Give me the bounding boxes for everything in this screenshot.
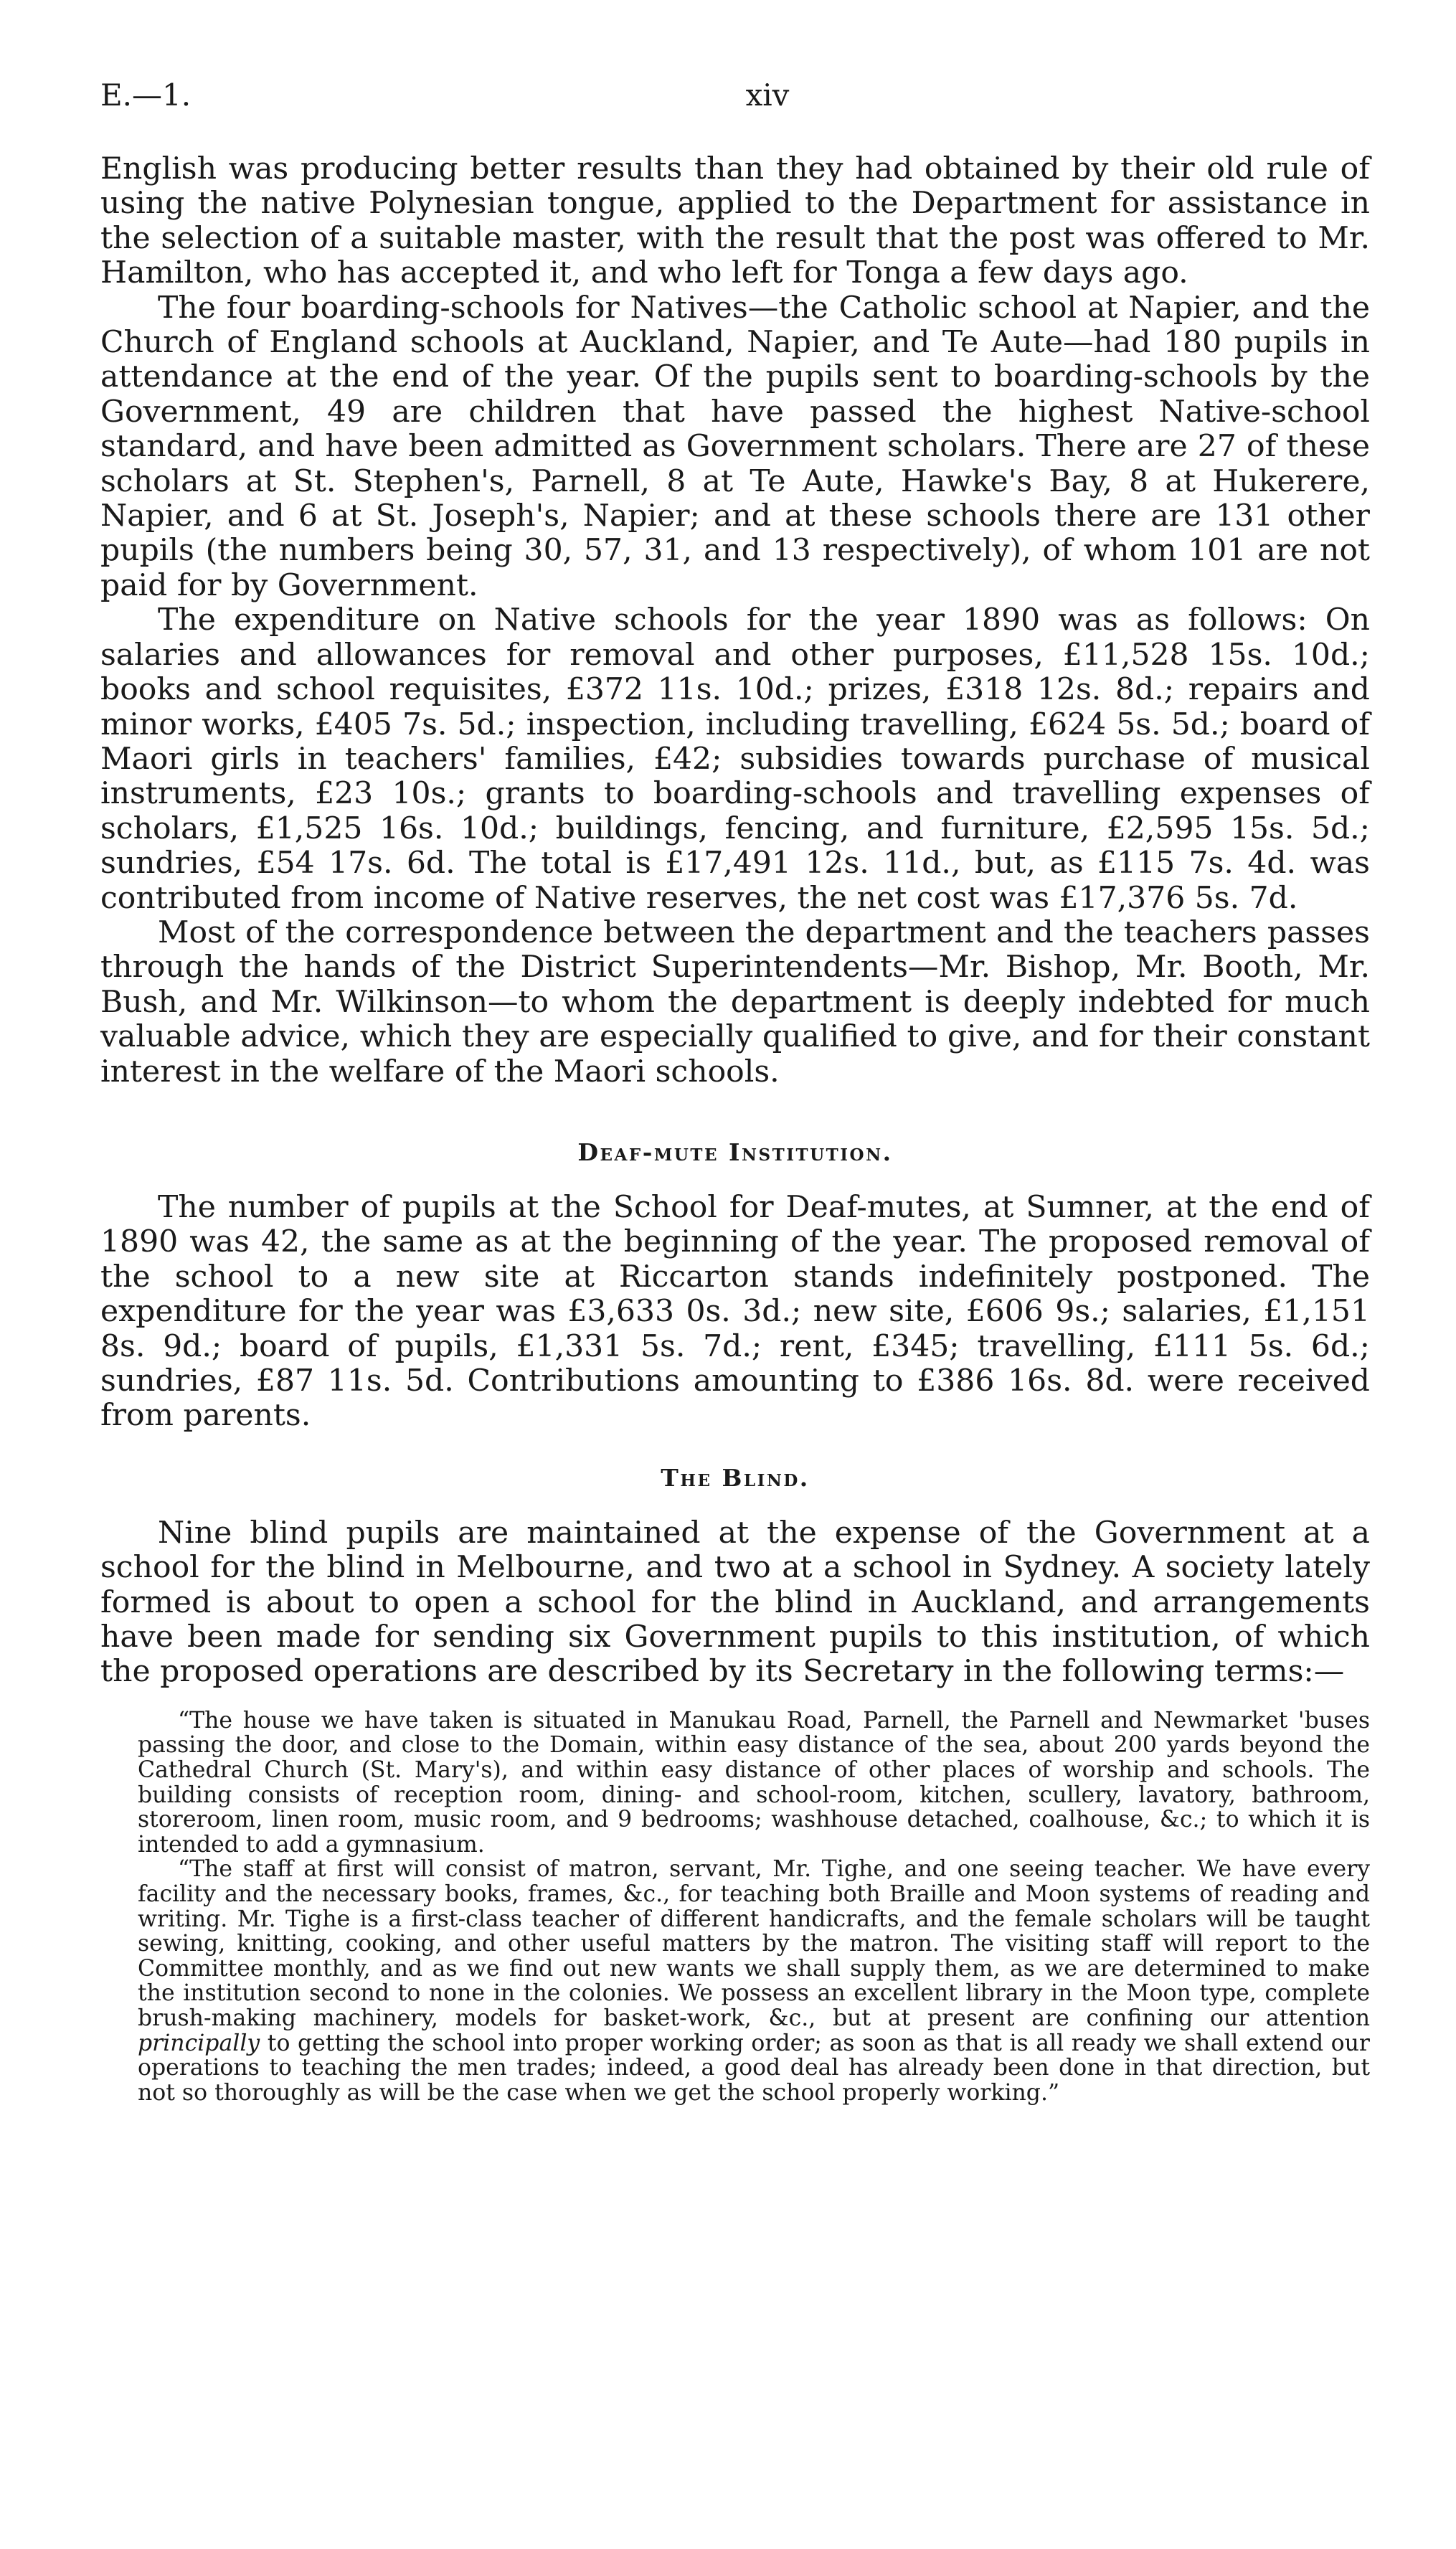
body-text	[100, 152, 1370, 2105]
paragraph-deaf-mute: The number of pupils at the School for Deaf-mutes, at Sumner, at the end of 1890 was 42, the same as at the beginning of the year. The proposed removal of the school to a new site at Riccarton stands indefinitely postponed. The expenditure for the year was £3,633 0s. 3d.; new site, £606 9s.; salaries, £1,151 8s. 9d.; board of pupils, £1,331 5s. 7d.; rent, £345; travelling, £111 5s. 6d.; sundries, £87 11s. 5d. Contributions amounting to £386 16s. 8d. were received from parents.	[100, 1189, 1370, 1434]
quote-staff-part1: “The staff at first will consist of matron, servant, Mr. Tighe, and one seeing teacher. We have every facility and the necessary books, frames, &c., for teaching both Braille and Moon systems of reading and writing. Mr. Tighe is a first-class teacher of different handicrafts, and the female scholars will be taught sewing, knitting, cooking, and other useful matters by the matron. The visiting staff will report to the Committee monthly, and as we find out new wants we shall supply them, as we are determined to make the institution second to none in the colonies. We possess an excellent library in the Moon type, complete brush-making machinery, models for basket-work, &c., but at present are confining our attention	[138, 1856, 1370, 2031]
section-heading-deaf-mute: Deaf-mute Institution.	[577, 1138, 893, 1166]
quote-staff-part2: to getting the school into proper working order; as soon as that is all ready we shall extend our operations to teaching the men trades; indeed, a good deal has already been done in that direction, but not so thoroughly as will be the case when we get the school properly working.”	[138, 2030, 1370, 2106]
section-heading-blind: The Blind.	[661, 1463, 810, 1492]
paragraph-continuation: English was producing better results than they had obtained by their old rule of using the native Polynesian tongue, applied to the Department for assistance in the selection of a suitable master, with the result that the post was offered to Mr. Hamilton, who has accepted it, and who left for Tonga a few days ago.	[100, 151, 1370, 291]
quote-emphasis: principally	[138, 2030, 260, 2056]
page-header	[100, 77, 1370, 120]
page-number: xiv	[745, 77, 790, 113]
quote-staff	[100, 1857, 1370, 2105]
paragraph-correspondence: Most of the correspondence between the department and the teachers passes through the hands of the District Superintendents—Mr. Bishop, Mr. Booth, Mr. Bush, and Mr. Wilkinson—to whom the department is deeply indebted for much valuable advice, which they are especially qualified to give, and for their constant interest in the welfare of the Maori schools.	[100, 914, 1370, 1089]
quote-house: “The house we have taken is situated in Manukau Road, Parnell, the Parnell and Newmarket 'buses passing the door, and close to the Domain, within easy distance of the sea, about 200 yards beyond the Cathedral Church (St. Mary's), and within easy distance of other places of worship and schools. The building consists of reception room, dining- and school-room, kitchen, scullery, lavatory, bathroom, storeroom, linen room, music room, and 9 bedrooms; washhouse detached, coalhouse, &c.; to which it is intended to add a gymnasium.	[138, 1707, 1370, 1858]
document-reference: E.—1.	[100, 77, 192, 113]
paragraph-blind: Nine blind pupils are maintained at the expense of the Government at a school for the blind in Melbourne, and two at a school in Sydney. A society lately formed is about to open a school for the blind in Auckland, and arrangements have been made for sending six Government pupils to this institution, of which the proposed operations are described by its Secretary in the following terms:—	[100, 1515, 1370, 1690]
paragraph-boarding-schools: The four boarding-schools for Natives—the Catholic school at Napier, and the Church of England schools at Auckland, Napier, and Te Aute—had 180 pupils in attendance at the end of the year. Of the pupils sent to boarding-schools by the Government, 49 are children that have passed the highest Native-school standard, and have been admitted as Government scholars. There are 27 of these scholars at St. Stephen's, Parnell, 8 at Te Aute, Hawke's Bay, 8 at Hukerere, Napier, and 6 at St. Joseph's, Napier; and at these schools there are 131 other pupils (the numbers being 30, 57, 31, and 13 respectively), of whom 101 are not paid for by Government.	[100, 290, 1370, 603]
paragraph-expenditure: The expenditure on Native schools for the year 1890 was as follows: On salaries and allowances for removal and other purposes, £11,528 15s. 10d.; books and school requisites, £372 11s. 10d.; prizes, £318 12s. 8d.; repairs and minor works, £405 7s. 5d.; inspection, including travelling, £624 5s. 5d.; board of Maori girls in teachers' families, £42; subsidies towards purchase of musical instruments, £23 10s.; grants to boarding-schools and travelling expenses of scholars, £1,525 16s. 10d.; buildings, fencing, and furniture, £2,595 15s. 5d.; sundries, £54 17s. 6d. The total is £17,491 12s. 11d., but, as £115 7s. 4d. was contributed from income of Native reserves, the net cost was £17,376 5s. 7d.	[100, 602, 1370, 916]
